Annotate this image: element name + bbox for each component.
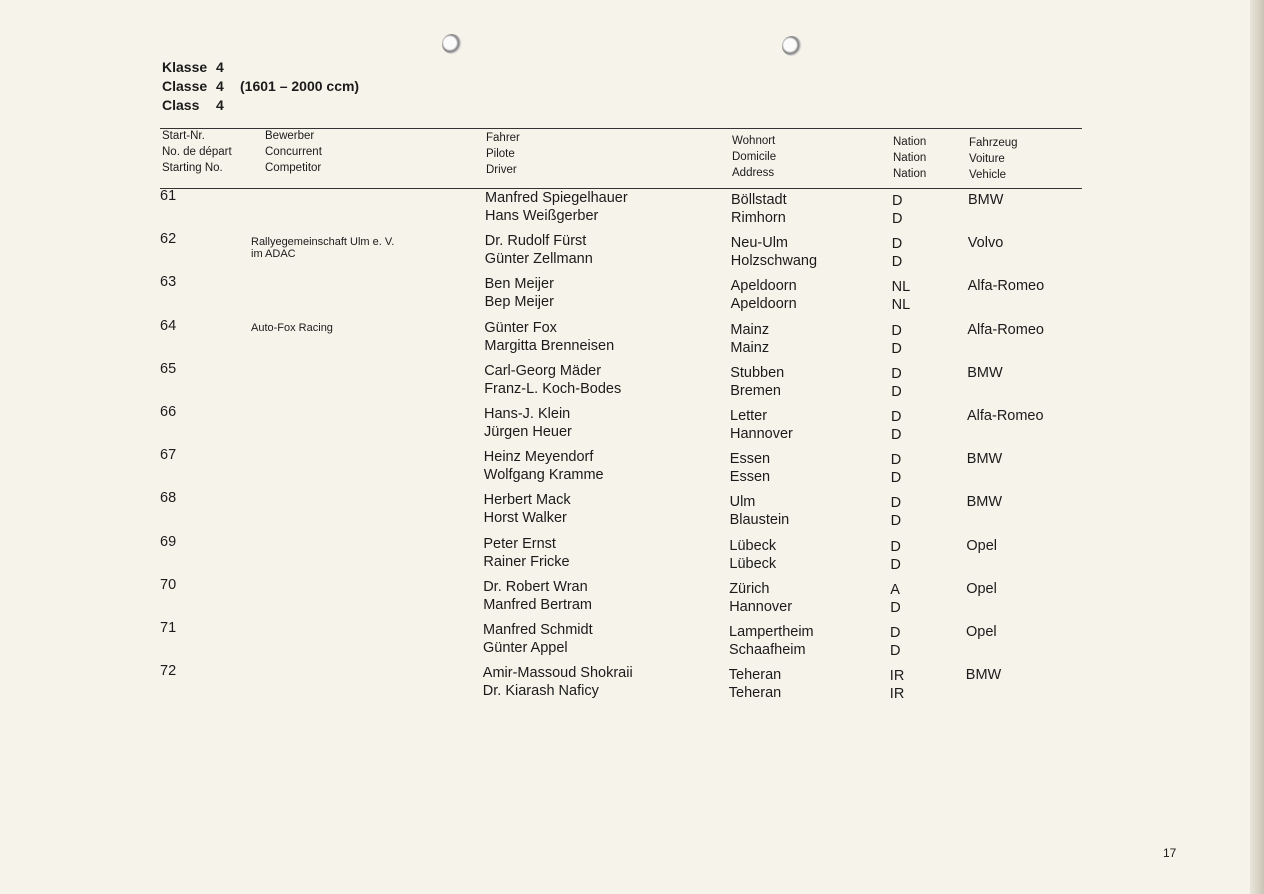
entry-residences [730, 493, 790, 529]
entry-nations-line: D [891, 427, 902, 443]
entry-nations [892, 278, 911, 314]
entry-nations-line: NL [891, 279, 911, 296]
entry-nations-line: D [890, 452, 902, 469]
entry-vehicle [968, 191, 1003, 209]
entry-drivers-line: Margitta Brenneisen [484, 337, 615, 354]
entry-drivers-line: Günter Fox [484, 319, 557, 336]
entry-start-number-line: 64 [160, 317, 177, 334]
entry-drivers [483, 578, 592, 614]
entry-start-number-line: 69 [160, 533, 177, 550]
column-header-line: Nation [893, 152, 927, 164]
entry-nations [890, 538, 900, 574]
entry-nations-line: D [890, 625, 901, 641]
entry-nations-line: IR [889, 668, 905, 685]
entry-start-number [160, 403, 176, 421]
entry-residences-line: Letter [730, 408, 768, 424]
entry-vehicle [967, 364, 1002, 382]
entry-residences-line: Böllstadt [731, 192, 787, 208]
entry-residences-line: Lübeck [729, 537, 777, 554]
entry-residences-line: Neu-Ulm [730, 235, 788, 252]
entry-vehicle [966, 537, 997, 555]
column-header-line: Pilote [486, 148, 515, 160]
class-number: 4 [216, 59, 224, 75]
entry-nations-line: D [890, 495, 902, 512]
entry-drivers-line: Manfred Bertram [483, 596, 592, 613]
entry-nations-line: D [891, 383, 902, 400]
column-header-line: Competitor [265, 162, 322, 174]
entry-residences [730, 364, 784, 400]
column-header-line: Vehicle [969, 169, 1007, 181]
entry-drivers-line: Bep Meijer [484, 294, 554, 311]
entry-start-number-line: 61 [160, 188, 177, 204]
entry-entrant-line: im ADAC [251, 248, 296, 260]
entry-nations-line: D [890, 538, 901, 555]
entry-start-number [160, 533, 176, 551]
entry-residences [730, 407, 793, 443]
entry-drivers-line: Jürgen Heuer [484, 424, 572, 440]
entry-residences-line: Holzschwang [730, 253, 818, 270]
entry-residences-line: Apeldoorn [730, 278, 797, 295]
entry-drivers-line: Hans-J. Klein [484, 406, 571, 422]
punch-hole-right [782, 36, 802, 56]
entry-residences-line: Teheran [728, 667, 782, 684]
entry-residences-line: Essen [729, 469, 771, 486]
entry-entrant-line: Auto-Fox Racing [251, 322, 333, 335]
entry-start-number-line: 63 [160, 274, 177, 291]
entry-residences-line: Stubben [730, 364, 785, 381]
entry-residences [731, 234, 817, 270]
entry-start-number-line: 68 [160, 490, 177, 507]
entry-drivers-line: Günter Zellmann [484, 251, 593, 268]
entry-vehicle-line: BMW [966, 451, 1003, 468]
entry-nations-line: A [890, 581, 900, 598]
entry-vehicle-line: Alfa-Romeo [967, 408, 1044, 424]
entry-start-number-line: 65 [160, 360, 177, 377]
column-header-start [162, 128, 232, 176]
entry-vehicle-line: Alfa-Romeo [967, 321, 1044, 338]
entry-drivers-line: Dr. Kiarash Naficy [482, 683, 599, 700]
entry-residences-line: Bremen [730, 382, 781, 399]
entry-nations-line: D [891, 254, 903, 271]
entry-drivers-line: Dr. Rudolf Fürst [484, 233, 587, 250]
entry-drivers-line: Hans Weißgerber [485, 208, 599, 224]
column-header-line: Wohnort [732, 135, 776, 147]
class-heading-fr [162, 77, 359, 96]
entry-vehicle-line: BMW [968, 192, 1004, 208]
entry-nations-line: D [891, 322, 902, 339]
entry-drivers [483, 664, 633, 700]
entry-nations [892, 192, 902, 228]
entry-residences-line: Hannover [730, 426, 793, 442]
entry-residences-line: Mainz [730, 339, 770, 356]
entry-residences-line: Teheran [728, 685, 782, 702]
entry-start-number [160, 273, 176, 291]
entry-residences [729, 537, 776, 573]
punch-hole-left [442, 34, 462, 54]
entry-residences-line: Hannover [729, 598, 793, 615]
entry-start-number-line: 71 [160, 620, 177, 636]
entry-drivers-line: Amir-Massoud Shokraii [482, 665, 633, 682]
column-header-line: Concurrent [265, 146, 322, 158]
entry-vehicle [967, 407, 1044, 425]
entry-start-number [160, 576, 176, 594]
entry-drivers [485, 275, 554, 311]
entry-entrant-line: Rallyegemeinschaft Ulm e. V. [251, 236, 395, 248]
entry-nations-line: D [890, 599, 901, 616]
entry-nations-line: D [890, 556, 901, 573]
entry-vehicle-line: BMW [966, 494, 1003, 511]
entry-vehicle-line: Volvo [967, 235, 1004, 252]
entry-vehicle [967, 493, 1002, 511]
displacement-range: (1601 – 2000 ccm) [240, 78, 360, 94]
entry-drivers-line: Dr. Robert Wran [483, 578, 588, 595]
entry-vehicle-line: Opel [966, 624, 997, 640]
column-header-line: Driver [486, 164, 517, 176]
entry-drivers [484, 491, 571, 527]
page-edge [1250, 0, 1264, 894]
entry-drivers-line: Peter Ernst [483, 535, 556, 552]
column-header-vehicle [969, 135, 1018, 183]
entry-vehicle [968, 277, 1045, 295]
entry-nations [891, 494, 901, 530]
entry-nations [891, 408, 901, 444]
entry-start-number [160, 446, 176, 464]
entry-vehicle [968, 234, 1003, 252]
entry-residences-line: Schaafheim [729, 642, 806, 658]
column-header-line: Domicile [732, 151, 777, 163]
column-header-line: Starting No. [162, 162, 223, 174]
class-heading-en [162, 96, 240, 115]
entry-drivers-line: Carl-Georg Mäder [484, 362, 602, 379]
entry-nations [890, 624, 900, 660]
entry-drivers [484, 448, 604, 484]
entry-start-number [160, 187, 176, 205]
entry-vehicle-line: Alfa-Romeo [967, 278, 1045, 295]
entry-start-number-line: 67 [160, 447, 177, 464]
column-header-line: Nation [893, 136, 927, 148]
entry-residences [729, 580, 792, 616]
entry-nations-line: D [892, 211, 903, 227]
entry-residences-line: Lampertheim [729, 624, 814, 640]
entry-nations-line: IR [889, 686, 905, 703]
entry-residences-line: Apeldoorn [730, 296, 797, 313]
entry-drivers [484, 362, 621, 398]
entry-start-number [160, 619, 176, 637]
entry-drivers-line: Manfred Schmidt [483, 622, 593, 638]
column-header-line: Start-Nr. [162, 130, 205, 142]
entry-drivers-line: Wolfgang Kramme [483, 467, 604, 484]
entry-residences [730, 321, 769, 357]
entry-start-number [160, 360, 176, 378]
entry-drivers-line: Franz-L. Koch-Bodes [484, 380, 622, 397]
entry-residences [731, 277, 797, 313]
column-header-line: Voiture [969, 153, 1005, 165]
column-header-line: Bewerber [265, 130, 315, 142]
column-header-driver [486, 130, 520, 178]
class-number: 4 [216, 78, 224, 94]
entry-drivers-line: Günter Appel [483, 640, 568, 656]
class-label: Classe [162, 78, 208, 94]
class-number: 4 [216, 97, 224, 113]
entry-nations [891, 451, 901, 487]
entry-start-number-line: 72 [160, 663, 177, 680]
entry-drivers-line: Rainer Fricke [483, 553, 570, 570]
entry-vehicle [967, 450, 1002, 468]
column-header-entrant [265, 128, 322, 176]
entry-vehicle-line: Opel [966, 580, 997, 597]
entry-residences-line: Ulm [729, 494, 756, 511]
entry-nations-line: D [890, 513, 902, 530]
entry-drivers-line: Ben Meijer [484, 276, 554, 293]
entry-entrant [251, 236, 394, 260]
class-label: Class [162, 97, 200, 113]
entry-start-number-line: 70 [160, 576, 177, 593]
entry-residences-line: Lübeck [729, 555, 777, 572]
class-label: Klasse [162, 59, 208, 75]
entry-start-number-line: 66 [160, 404, 177, 420]
column-header-nation [893, 134, 926, 182]
entry-residences [730, 450, 770, 486]
column-header-line: Fahrer [486, 132, 520, 144]
entry-nations-line: D [892, 193, 903, 209]
entry-start-number [160, 489, 176, 507]
entry-vehicle [966, 666, 1001, 684]
entry-start-number [160, 662, 176, 680]
entry-entrant [251, 322, 333, 334]
entry-drivers [484, 405, 572, 441]
entry-start-number [160, 230, 176, 248]
entry-residences [729, 623, 814, 659]
entry-drivers [485, 232, 593, 268]
column-header-line: Fahrzeug [969, 137, 1018, 149]
entry-vehicle-line: Opel [966, 537, 998, 554]
entry-drivers [485, 189, 628, 225]
entry-residences [729, 666, 781, 702]
entry-residences-line: Mainz [730, 321, 770, 338]
entry-nations-line: D [891, 236, 903, 253]
entry-drivers [483, 535, 569, 571]
entry-residences-line: Zürich [729, 580, 770, 597]
class-heading-de [162, 58, 240, 77]
entry-start-number [160, 317, 176, 335]
entry-nations [891, 322, 901, 358]
entry-residences-line: Rimhorn [731, 210, 786, 226]
entry-drivers-line: Heinz Meyendorf [483, 449, 594, 466]
entry-nations [892, 235, 902, 271]
entry-nations-line: D [890, 643, 901, 659]
entry-drivers [484, 319, 614, 355]
entry-residences-line: Blaustein [729, 512, 790, 529]
entry-start-number-line: 62 [160, 231, 177, 248]
entry-nations-line: D [890, 470, 902, 487]
entry-nations [890, 581, 900, 617]
column-header-line: Nation [893, 168, 927, 180]
entry-nations-line: NL [891, 297, 911, 314]
entry-drivers-line: Manfred Spiegelhauer [485, 190, 628, 206]
entry-vehicle [967, 321, 1044, 339]
entry-nations-line: D [891, 340, 902, 357]
entry-nations-line: D [891, 365, 902, 382]
entry-vehicle [966, 623, 997, 641]
entry-residences-line: Essen [729, 451, 771, 468]
entry-nations [890, 667, 905, 703]
entry-drivers [483, 621, 593, 657]
entry-drivers-line: Herbert Mack [483, 492, 571, 509]
entry-residences [731, 191, 787, 227]
page-number: 17 [1163, 846, 1177, 860]
column-header-line: Address [732, 167, 775, 179]
entry-vehicle-line: BMW [967, 364, 1003, 381]
entry-drivers-line: Horst Walker [483, 510, 567, 527]
column-header-line: No. de départ [162, 146, 232, 158]
entry-vehicle [966, 580, 997, 598]
entry-nations-line: D [891, 409, 902, 425]
entry-vehicle-line: BMW [965, 667, 1002, 684]
column-header-residence [732, 133, 776, 181]
entry-nations [891, 365, 901, 401]
